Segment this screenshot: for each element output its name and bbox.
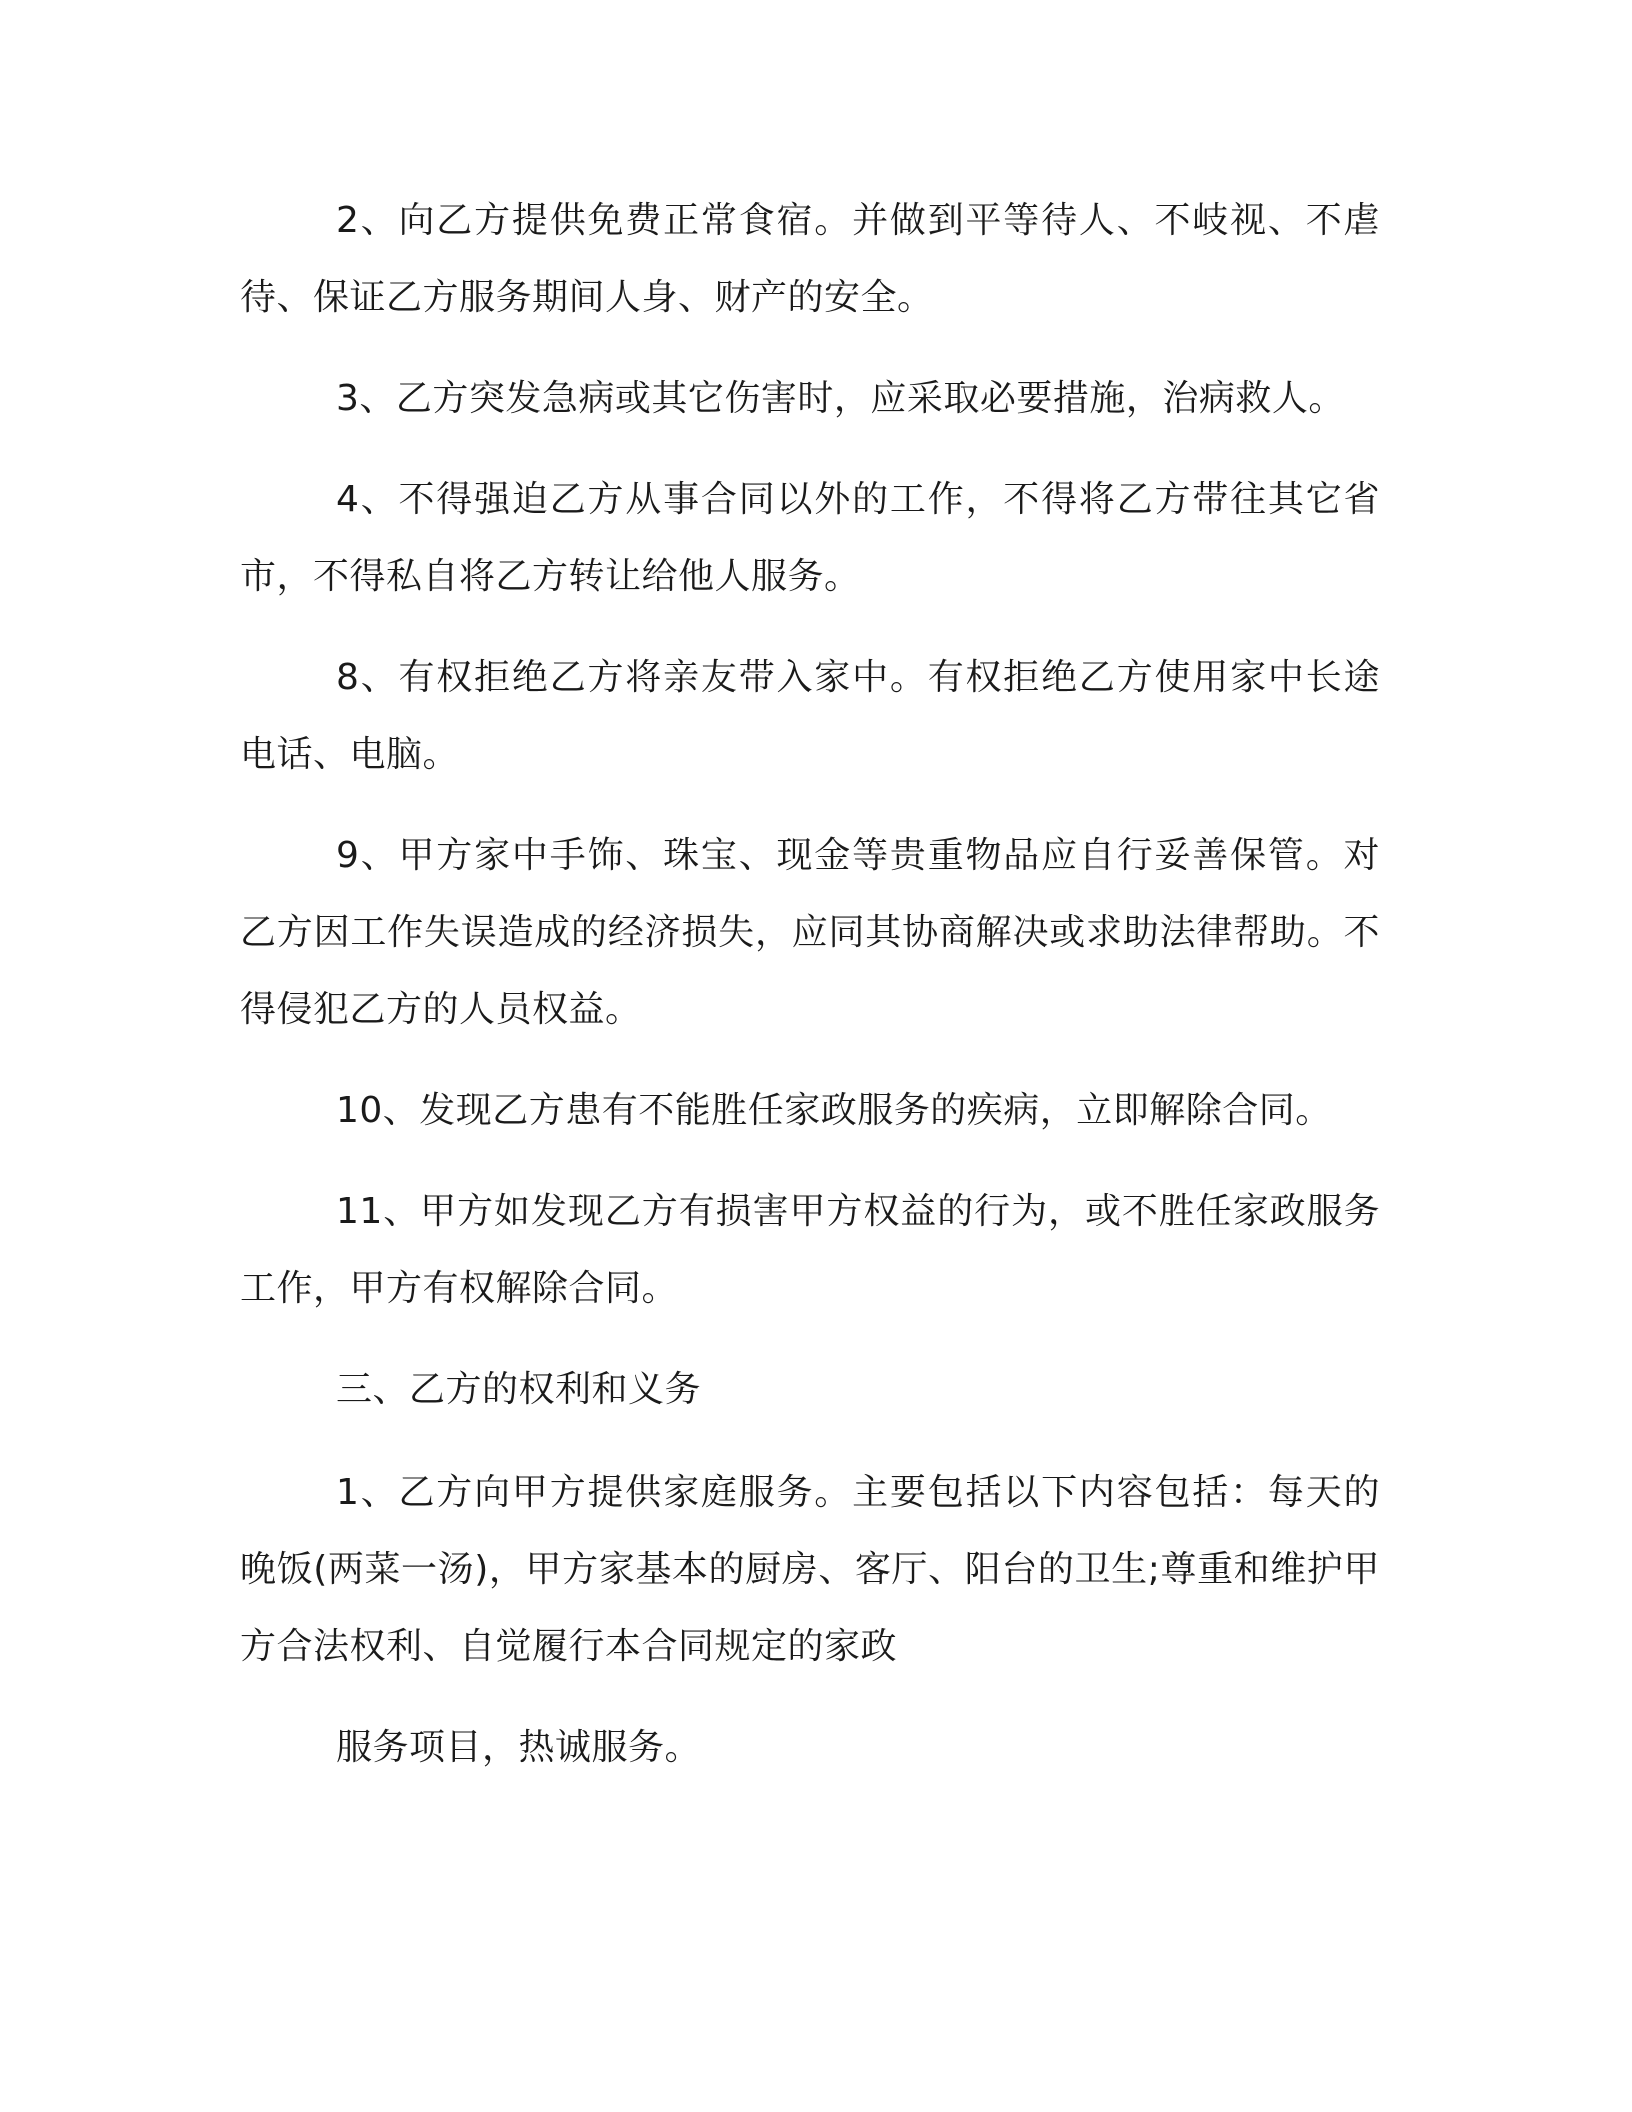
clause-11-paragraph: 11、甲方如发现乙方有损害甲方权益的行为，或不胜任家政服务工作，甲方有权解除合同。 (240, 1191, 1380, 1309)
clause-3-paragraph: 3、乙方突发急病或其它伤害时，应采取必要措施，治病救人。 (336, 378, 1345, 419)
section-three-heading: 三、乙方的权利和义务 (336, 1369, 702, 1410)
clause-2-paragraph: 2、向乙方提供免费正常食宿。并做到平等待人、不岐视、不虐待、保证乙方服务期间人身、财产的安全。 (240, 200, 1380, 318)
party-b-clause-1-paragraph: 1、乙方向甲方提供家庭服务。主要包括以下内容包括：每天的晚饭(两菜一汤)，甲方家基本的厨房、客厅、阳台的卫生;尊重和维护甲方合法权利、自觉履行本合同规定的家政 (240, 1472, 1380, 1667)
clause-4-paragraph: 4、不得强迫乙方从事合同以外的工作，不得将乙方带往其它省市，不得私自将乙方转让给他人服务。 (240, 479, 1380, 597)
document-body (240, 182, 1380, 1810)
clause-8-paragraph: 8、有权拒绝乙方将亲友带入家中。有权拒绝乙方使用家中长途电话、电脑。 (240, 657, 1380, 775)
clause-10-paragraph: 10、发现乙方患有不能胜任家政服务的疾病，立即解除合同。 (336, 1090, 1332, 1131)
party-b-clause-1-continuation: 服务项目，热诚服务。 (336, 1727, 702, 1768)
clause-9-paragraph: 9、甲方家中手饰、珠宝、现金等贵重物品应自行妥善保管。对乙方因工作失误造成的经济损失，应同其协商解决或求助法律帮助。不得侵犯乙方的人员权益。 (240, 835, 1380, 1030)
